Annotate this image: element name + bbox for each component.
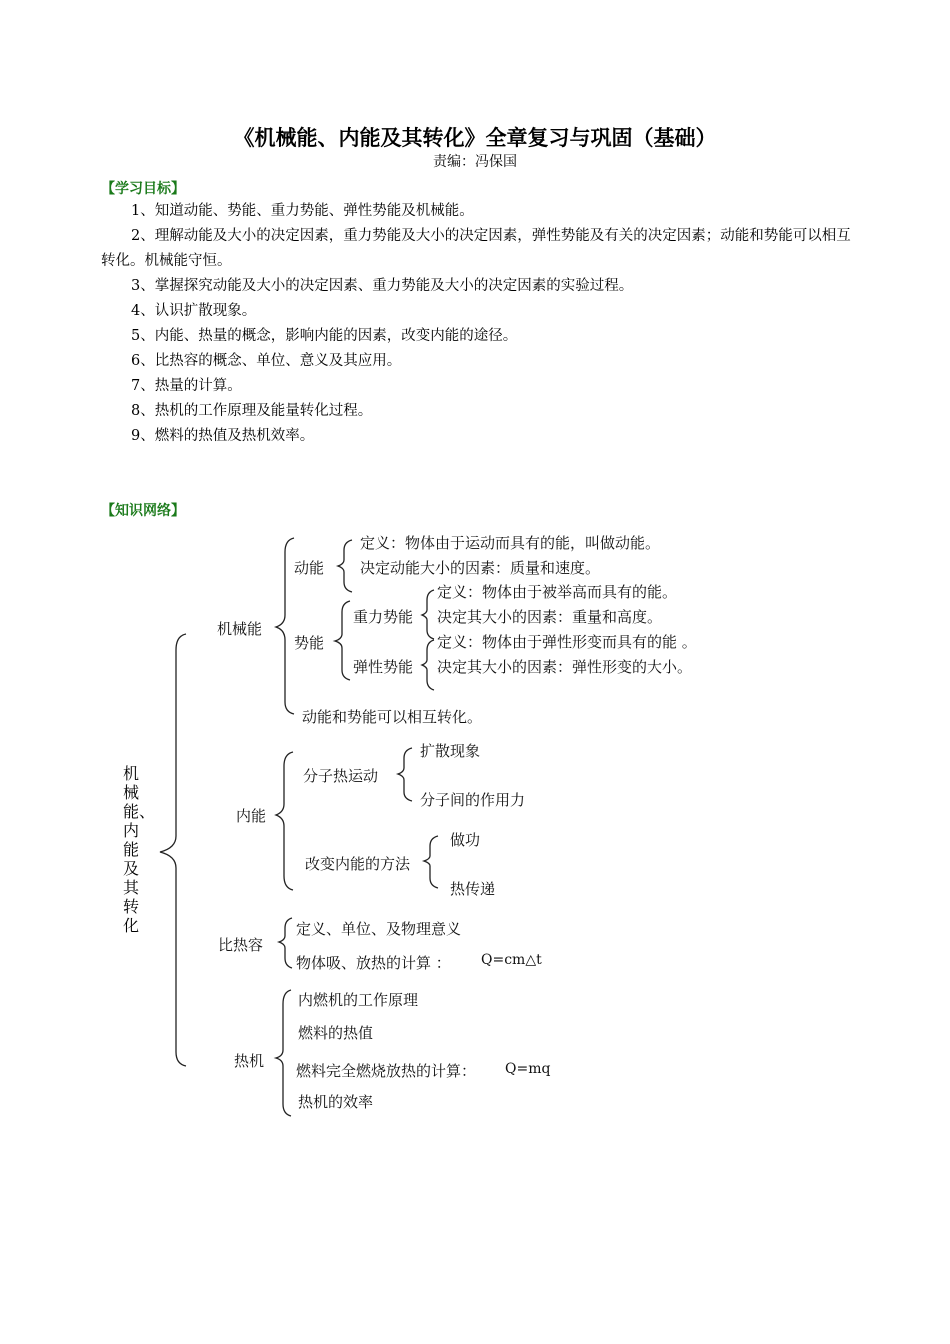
elastic-factors: 决定其大小的因素：弹性形变的大小。 <box>437 658 693 676</box>
specific-heat-calc-label: 物体吸、放热的计算 ： <box>296 954 451 972</box>
change-brace <box>424 836 438 888</box>
kinetic-definition: 定义：物体由于运动而具有的能，叫做动能。 <box>360 534 661 552</box>
goal-item: 2、理解动能及大小的决定因素，重力势能及大小的决定因素，弹性势能及有关的决定因素；动能和势能可以相互转化。机械能守恒。 <box>101 228 851 269</box>
specific-heat-label: 比热容 <box>218 936 264 954</box>
internal-label: 内能 <box>236 807 267 825</box>
network-root-label: 机械能、内能及其转化 <box>123 764 156 935</box>
molecular-forces-item: 分子间的作用力 <box>420 791 526 809</box>
page-title: 《机械能、内能及其转化》全章复习与巩固（基础） <box>233 125 717 150</box>
gravity-brace <box>422 590 434 639</box>
author-line: 责编：冯保国 <box>433 154 517 170</box>
goal-item: 7、热量的计算。 <box>131 378 242 394</box>
diffusion-item: 扩散现象 <box>420 742 481 760</box>
engine-efficiency-item: 热机的效率 <box>298 1093 374 1111</box>
kinetic-factors: 决定动能大小的因素：质量和速度。 <box>360 559 601 577</box>
gravity-factors: 决定其大小的因素：重量和高度。 <box>437 608 663 626</box>
heat-engine-label: 热机 <box>234 1052 265 1070</box>
potential-brace <box>335 601 350 680</box>
combustion-formula: Q=mq <box>505 1061 551 1077</box>
specific-heat-formula: Q=cm△t <box>481 952 542 968</box>
molecular-brace <box>398 748 412 801</box>
kinetic-label: 动能 <box>294 559 325 577</box>
potential-label: 势能 <box>294 634 325 652</box>
work-item: 做功 <box>450 831 481 849</box>
network-heading: 【知识网络】 <box>101 503 185 519</box>
fuel-value-item: 燃料的热值 <box>298 1024 374 1042</box>
goal-item: 5、内能、热量的概念，影响内能的因素，改变内能的途径。 <box>131 328 518 344</box>
goal-item: 4、认识扩散现象。 <box>131 303 257 319</box>
elastic-definition: 定义：物体由于弹性形变而具有的能 。 <box>437 633 697 651</box>
kinetic-brace <box>338 540 352 592</box>
change-label: 改变内能的方法 <box>305 855 411 873</box>
goals-heading: 【学习目标】 <box>101 181 185 197</box>
root-brace <box>160 634 186 1066</box>
molecular-label: 分子热运动 <box>303 767 379 785</box>
combustion-calc-label: 燃料完全燃烧放热的计算： <box>296 1062 477 1080</box>
gravity-label: 重力势能 <box>353 608 414 626</box>
internal-brace <box>276 752 293 890</box>
goal-item: 9、燃料的热值及热机效率。 <box>131 428 315 444</box>
heat-engine-brace <box>276 990 291 1116</box>
mechanical-brace <box>276 538 294 714</box>
heat-transfer-item: 热传递 <box>450 880 496 898</box>
conversion-note: 动能和势能可以相互转化。 <box>302 708 483 726</box>
elastic-brace <box>422 640 434 690</box>
specific-heat-brace <box>279 918 292 968</box>
mechanical-label: 机械能 <box>217 620 263 638</box>
goal-item: 1、知道动能、势能、重力势能、弹性势能及机械能。 <box>131 203 474 219</box>
engine-principle-item: 内燃机的工作原理 <box>298 991 419 1009</box>
goal-item: 8、热机的工作原理及能量转化过程。 <box>131 403 373 419</box>
gravity-definition: 定义：物体由于被举高而具有的能。 <box>437 583 678 601</box>
specific-heat-definition: 定义、单位、及物理意义 <box>296 920 462 938</box>
elastic-label: 弹性势能 <box>353 658 414 676</box>
goal-item: 6、比热容的概念、单位、意义及其应用。 <box>131 353 402 369</box>
goal-item: 3、掌握探究动能及大小的决定因素、重力势能及大小的决定因素的实验过程。 <box>131 278 634 294</box>
